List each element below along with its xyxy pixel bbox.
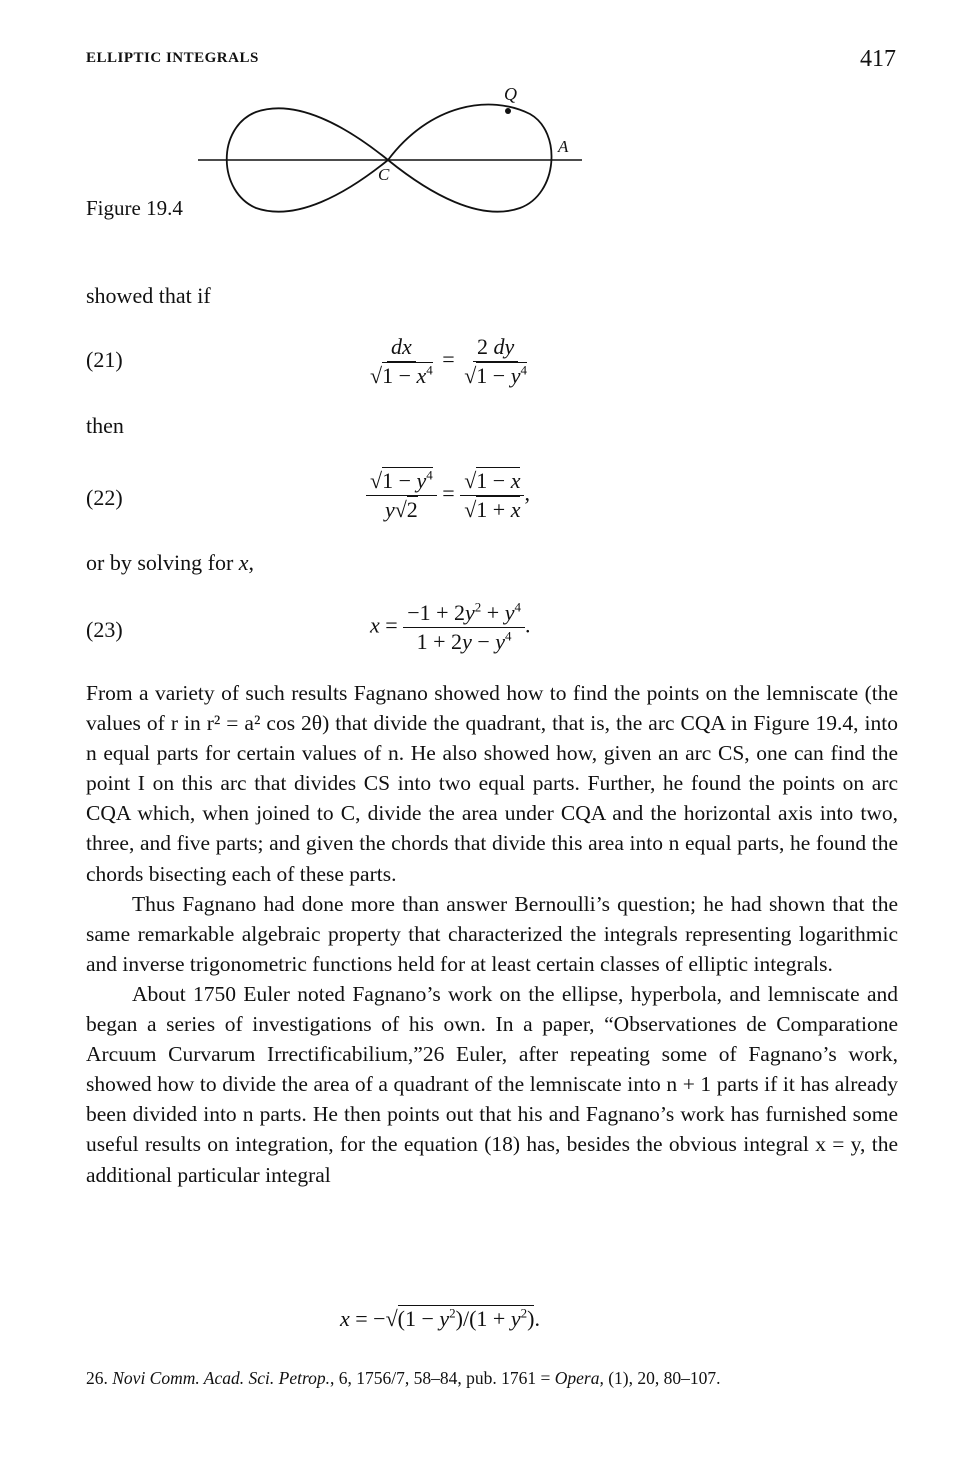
text-or-by-solving-end: , bbox=[248, 550, 255, 575]
equation-23: x = $\frac{-1 + 2y^2 + y^4}{1 + 2y - y^4}$ . bbox=[370, 599, 531, 654]
paragraph-2: Thus Fagnano had done more than answer Bernoulli’s question; he had shown that the same remarkable algebraic property that characterized the integrals representing logarithmic and inverse trigonometric functions held for at least certain classes of elliptic integrals. bbox=[86, 891, 898, 976]
equation-number-22: (22) bbox=[86, 485, 123, 510]
text-or-by-solving-var: x bbox=[238, 550, 249, 575]
text-showed-that-if: showed that if bbox=[86, 283, 211, 308]
point-q-label: Q bbox=[504, 84, 517, 104]
paragraph-1: From a variety of such results Fagnano showed how to find the points on the lemniscate (the values of r in r² = a² cos 2θ) that divide the quadrant, that is, the arc CQA in Figure 19.4, into n equal parts for certain values of n. He also showed how, given an arc CS, one can find the point I on this arc that divides CS into two equal parts. Further, he found the points on arc CQA which, when joined to C, divide the area under CQA and the horizontal axis into two, three, and five parts; and given the chords that divide this area into n equal parts, he found the chords bisecting each of these parts. bbox=[86, 681, 898, 886]
point-a-label: A bbox=[558, 137, 569, 156]
equation-22: $\frac{√1 - y^4}{y√2}$ = $\frac{√1 - x}{√1 + x}$ , bbox=[366, 468, 530, 523]
figure-label: Figure 19.4 bbox=[86, 196, 183, 220]
footnote-details: , 6, 1756/7, 58–84, pub. 1761 = bbox=[330, 1368, 555, 1388]
running-head: ELLIPTIC INTEGRALS bbox=[86, 50, 259, 66]
point-c-label: C bbox=[378, 165, 390, 184]
footnote bbox=[86, 1368, 721, 1389]
body-text bbox=[86, 678, 898, 1190]
display-equation: $x = -√(1 - y^2)/(1 + y^2)$. bbox=[340, 1305, 540, 1331]
equation-21: $\frac{dx}{√1 - x^4}$ = $\frac{2 dy}{√1 - y^4}$ bbox=[370, 334, 527, 388]
page-number: 417 bbox=[860, 46, 896, 72]
equation-number-23: (23) bbox=[86, 617, 123, 642]
text-then: then bbox=[86, 413, 124, 438]
footnote-journal: Novi Comm. Acad. Sci. Petrop. bbox=[112, 1368, 331, 1388]
equation-number-21: (21) bbox=[86, 347, 123, 372]
lemniscate-curve bbox=[227, 105, 552, 212]
footnote-opera: Opera, bbox=[554, 1368, 604, 1388]
paragraph-3: About 1750 Euler noted Fagnano’s work on the ellipse, hyperbola, and lemniscate and began a series of investigations of his own. In a paper, “Observationes de Comparatione Arcuum Curvarum Irrectificabilium,”26 Euler, after repeating some of Fagnano’s work, showed how to divide the area of a quadrant of the lemniscate into n + 1 parts if it has already been divided into n parts. He then points out that his and Fagnano’s work has furnished some useful results on integration, for the equation (18) has, besides the obvious integral x = y, the additional particular integral bbox=[86, 981, 898, 1187]
point-q-marker bbox=[505, 108, 511, 114]
footnote-number: 26. bbox=[86, 1368, 108, 1388]
text-or-by-solving-lead: or by solving for bbox=[86, 550, 239, 575]
footnote-rest: (1), 20, 80–107. bbox=[603, 1368, 721, 1388]
lemniscate-figure bbox=[190, 84, 590, 224]
text-or-by-solving bbox=[86, 550, 254, 576]
